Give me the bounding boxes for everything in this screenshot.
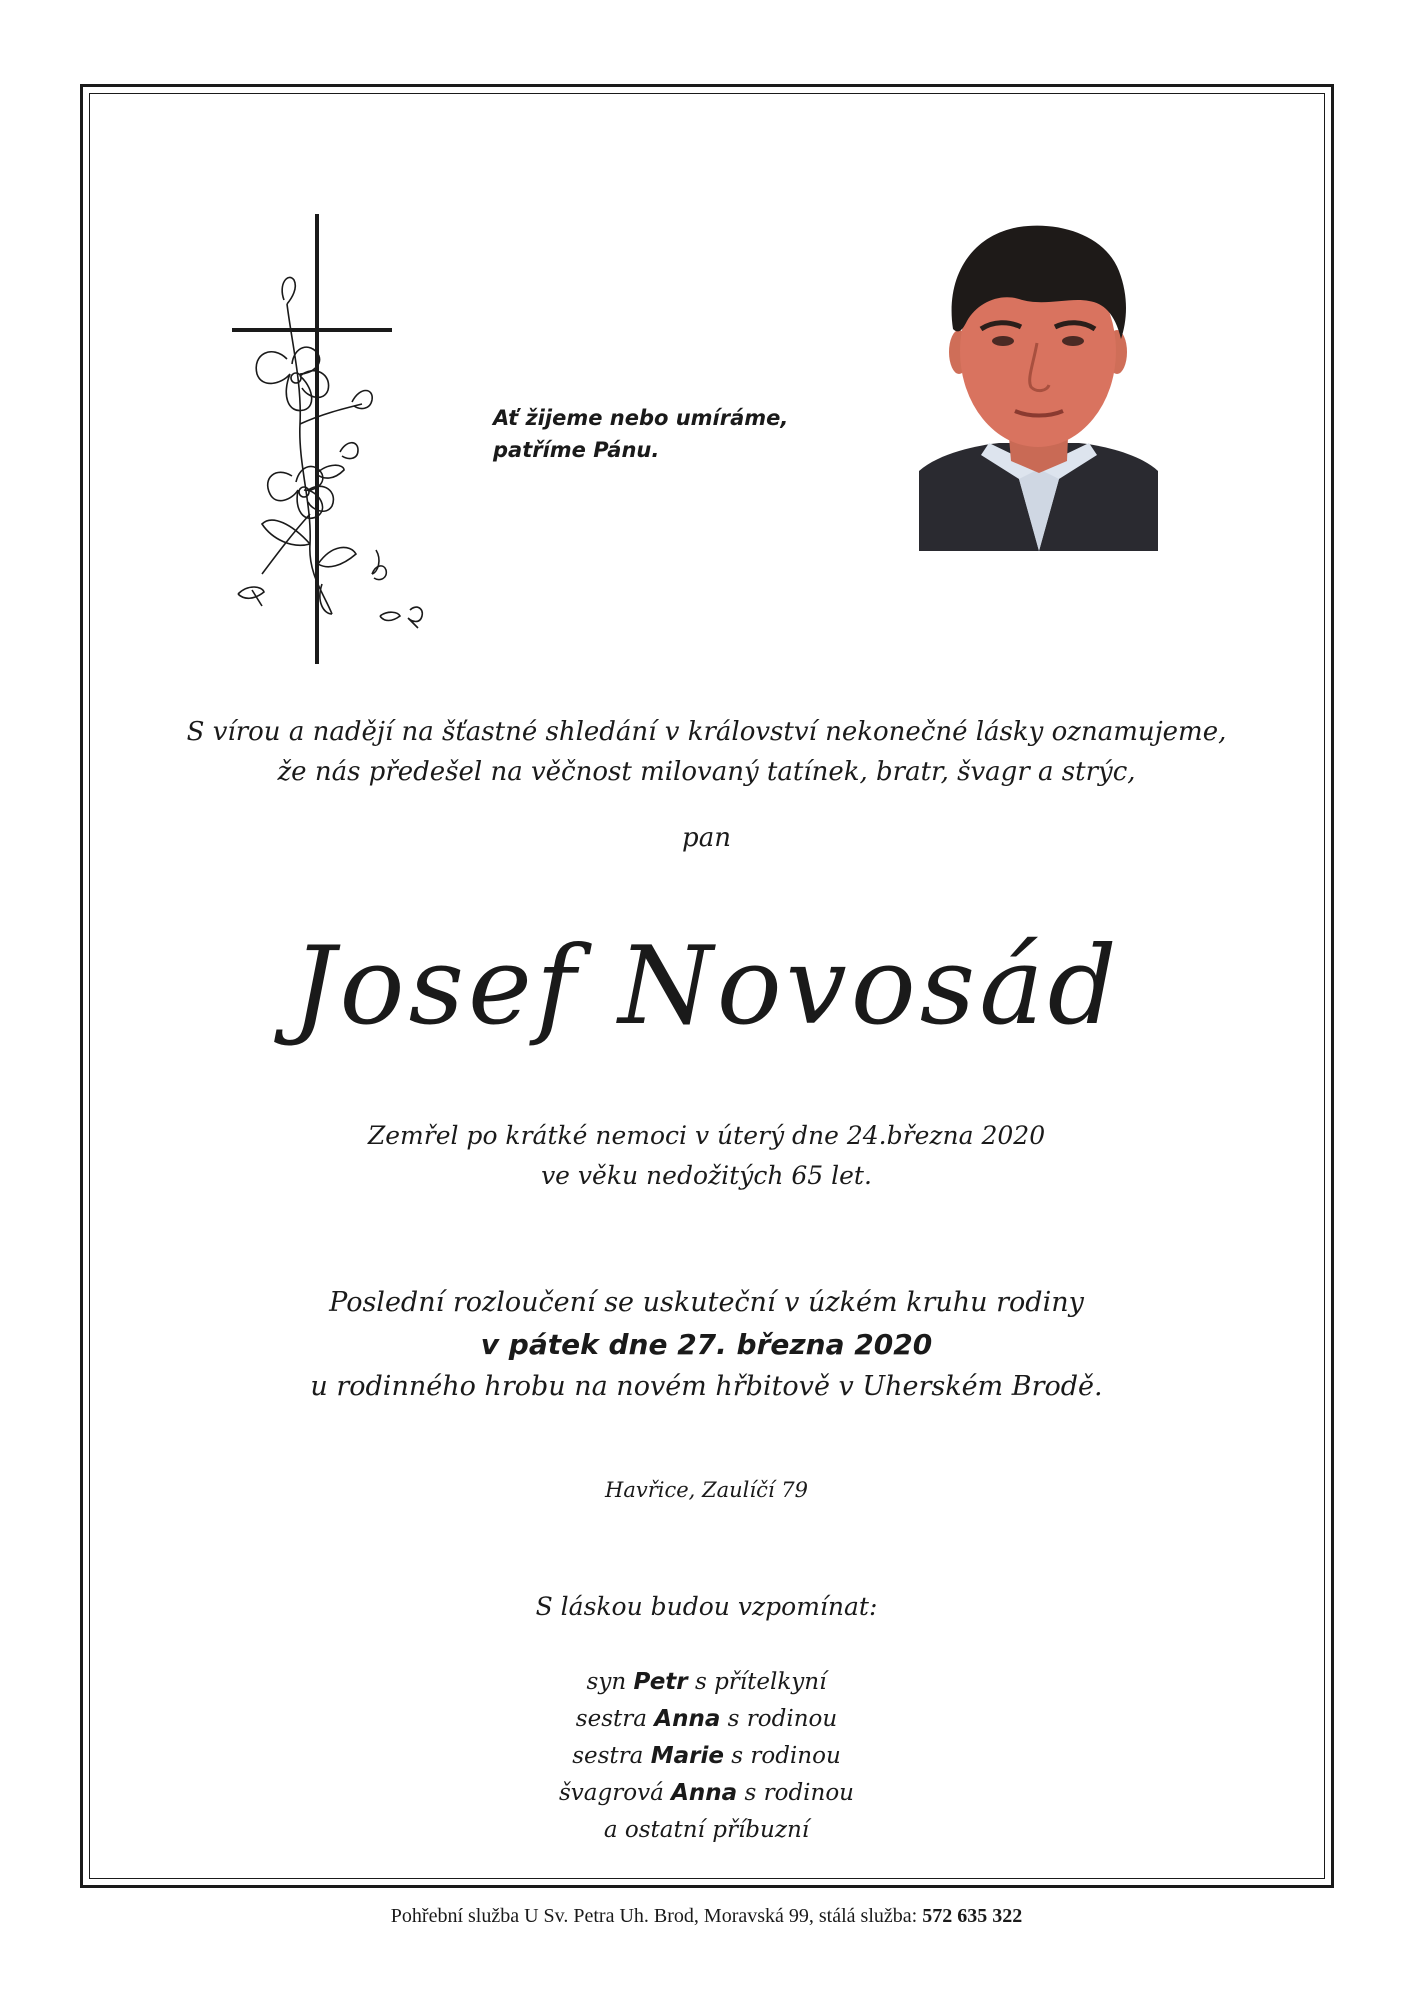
cross-with-flowers-icon bbox=[232, 214, 452, 674]
mourner-name: Marie bbox=[650, 1743, 724, 1769]
footer-text: Pohřební služba U Sv. Petra Uh. Brod, Moravská 99, stálá služba: bbox=[390, 1905, 918, 1927]
deceased-name: Josef Novosád bbox=[292, 924, 1121, 1049]
farewell-line-3: u rodinného hrobu na novém hřbitově v Uherském Brodě. bbox=[310, 1371, 1103, 1402]
mourner-suffix: s rodinou bbox=[744, 1780, 854, 1806]
remember-heading: S láskou budou vzpomínat: bbox=[535, 1592, 878, 1621]
mourner-suffix: s rodinou bbox=[727, 1706, 838, 1732]
mourner-relation: švagrová bbox=[559, 1780, 664, 1806]
farewell-line-1: Poslední rozloučení se uskuteční v úzkém kruhu rodiny bbox=[329, 1287, 1084, 1318]
mourner-item bbox=[0, 1664, 1413, 1701]
farewell-date: v pátek dne 27. března 2020 bbox=[480, 1328, 933, 1361]
bible-verse-line-1: Ať žijeme nebo umíráme, bbox=[493, 406, 789, 430]
mourner-relation: sestra bbox=[575, 1706, 647, 1732]
mourner-relation: syn bbox=[586, 1669, 627, 1695]
farewell-info bbox=[0, 1282, 1413, 1408]
family-address: Havřice, Zaulíčí 79 bbox=[605, 1478, 808, 1502]
mourner-item-last: a ostatní příbuzní bbox=[603, 1817, 810, 1843]
announcement-line-1: S vírou a nadějí na šťastné shledání v království nekonečné lásky oznamujeme, bbox=[186, 717, 1227, 747]
announcement-line-2: že nás předešel na věčnost milovaný tatínek, bratr, švagr a strýc, bbox=[277, 757, 1136, 787]
footer-phone: 572 635 322 bbox=[922, 1905, 1023, 1927]
mourner-name: Anna bbox=[654, 1706, 721, 1732]
mourner-name: Petr bbox=[633, 1669, 688, 1695]
mourner-relation: sestra bbox=[572, 1743, 644, 1769]
mourners-list bbox=[0, 1664, 1413, 1849]
announcement-text bbox=[0, 712, 1413, 792]
mourner-suffix: s rodinou bbox=[731, 1743, 841, 1769]
mourner-item bbox=[0, 1701, 1413, 1738]
title-pan: pan bbox=[682, 823, 731, 853]
funeral-service-footer bbox=[0, 1905, 1413, 1928]
portrait-photo bbox=[919, 217, 1158, 551]
bible-verse bbox=[493, 402, 788, 466]
mourner-suffix: s přítelkyní bbox=[694, 1669, 827, 1695]
mourner-item bbox=[0, 1738, 1413, 1775]
death-info bbox=[0, 1116, 1413, 1196]
death-info-line-2: ve věku nedožitých 65 let. bbox=[541, 1161, 872, 1190]
mourner-name: Anna bbox=[671, 1780, 738, 1806]
death-info-line-1: Zemřel po krátké nemoci v úterý dne 24.března 2020 bbox=[367, 1121, 1046, 1150]
bible-verse-line-2: patříme Pánu. bbox=[493, 438, 660, 462]
mourner-item bbox=[0, 1775, 1413, 1812]
